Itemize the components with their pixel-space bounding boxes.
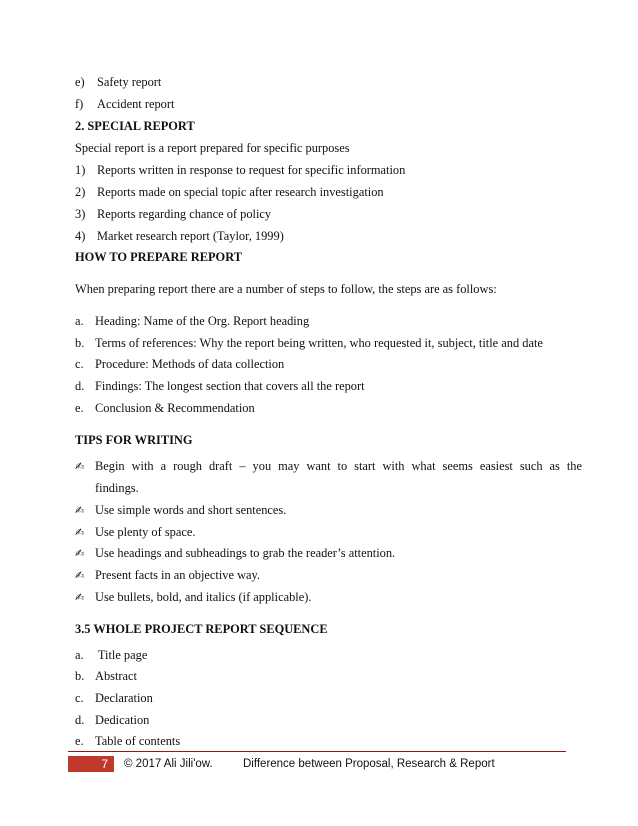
list-item: ✍ Use bullets, bold, and italics (if applicable). [75, 590, 312, 604]
list-item: ✍ Use headings and subheadings to grab the reader’s attention. [75, 546, 396, 560]
list-item: 2) Reports made on special topic after research investigation [75, 185, 384, 199]
list-item: 4) Market research report (Taylor, 1999) [75, 229, 284, 243]
section-heading-sequence: 3.5 WHOLE PROJECT REPORT SEQUENCE [75, 622, 328, 636]
list-item: 3) Reports regarding chance of policy [75, 207, 272, 221]
page-number: 7 [68, 756, 114, 772]
writing-hand-icon: ✍ [75, 526, 85, 539]
list-item: ✍ Begin with a rough draft – you may want to start with what seems easiest such as the [75, 459, 582, 473]
list-item: a. Title page [75, 648, 148, 662]
paragraph: When preparing report there are a number of steps to follow, the steps are as follows: [75, 282, 497, 296]
list-item: e. Table of contents [75, 734, 181, 748]
list-item: b. Abstract [75, 669, 137, 683]
writing-hand-icon: ✍ [75, 504, 85, 517]
footer-rule [68, 751, 566, 752]
list-item-continuation: findings. [95, 481, 139, 495]
list-item: ✍ Present facts in an objective way. [75, 568, 261, 582]
footer-title: Difference between Proposal, Research & Report [243, 758, 495, 770]
writing-hand-icon: ✍ [75, 547, 85, 560]
list-item: ✍ Use simple words and short sentences. [75, 503, 287, 517]
list-item: d. Findings: The longest section that covers all the report [75, 379, 365, 393]
list-item: a. Heading: Name of the Org. Report heading [75, 314, 310, 328]
list-item: b. Terms of references: Why the report being written, who requested it, subject, title and date [75, 336, 543, 350]
list-item: ✍ Use plenty of space. [75, 525, 196, 539]
list-item: c. Declaration [75, 691, 153, 705]
writing-hand-icon: ✍ [75, 460, 85, 473]
list-item: c. Procedure: Methods of data collection [75, 357, 285, 371]
list-item: e) Safety report [75, 75, 162, 89]
list-item: 1) Reports written in response to request for specific information [75, 163, 406, 177]
section-heading-tips: TIPS FOR WRITING [75, 433, 193, 447]
list-item: d. Dedication [75, 713, 150, 727]
writing-hand-icon: ✍ [75, 591, 85, 604]
footer-copyright: © 2017 Ali Jili'ow. [124, 758, 213, 770]
section-heading-how-to-prepare: HOW TO PREPARE REPORT [75, 250, 242, 264]
paragraph: Special report is a report prepared for specific purposes [75, 141, 350, 155]
list-item: f) Accident report [75, 97, 175, 111]
list-item: e. Conclusion & Recommendation [75, 401, 255, 415]
section-heading-special-report: 2. SPECIAL REPORT [75, 119, 195, 133]
writing-hand-icon: ✍ [75, 569, 85, 582]
